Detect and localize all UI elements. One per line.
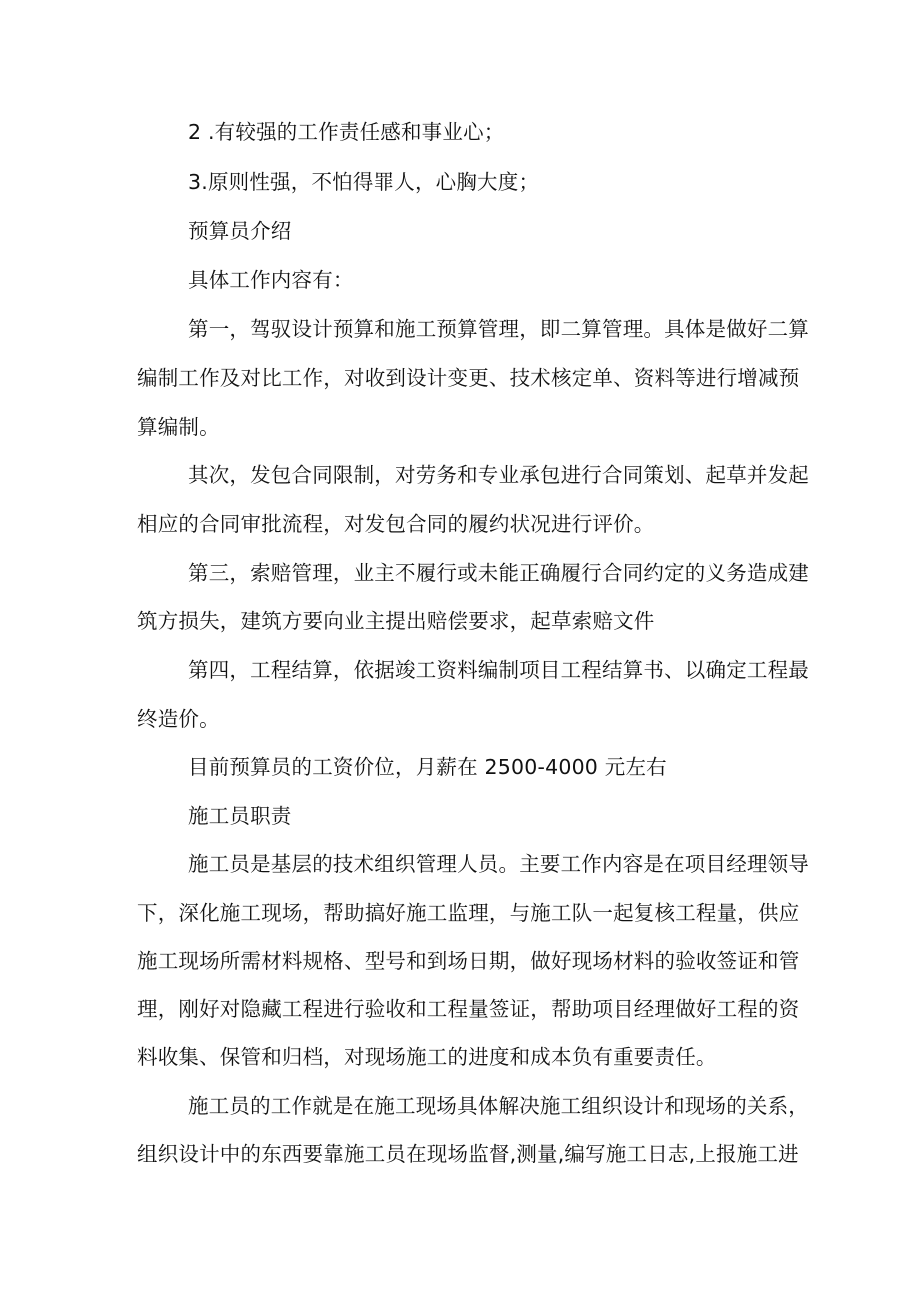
text-line-4: 具体工作内容有： bbox=[188, 268, 354, 292]
section-heading-construction-clerk: 施工员职责 bbox=[188, 804, 292, 828]
text-line-11: 筑方损失，建筑方要向业主提出赔偿要求，起草索赔文件 bbox=[137, 609, 655, 633]
text-line-19: 理，刚好对隐藏工程进行验收和工程量签证，帮助项目经理做好工程的资 bbox=[137, 997, 800, 1021]
text-line-20: 料收集、保管和归档，对现场施工的进度和成本负有重要责任。 bbox=[137, 1045, 717, 1069]
text-line-1: 2 .有较强的工作责任感和事业心； bbox=[188, 120, 505, 144]
text-line-9: 相应的合同审批流程，对发包合同的履约状况进行评价。 bbox=[137, 512, 655, 536]
text-line-8: 其次，发包合同限制，对劳务和专业承包进行合同策划、起草并发起 bbox=[188, 463, 809, 487]
text-line-14: 目前预算员的工资价位，月薪在 2500-4000 元左右 bbox=[188, 755, 667, 779]
text-line-12: 第四，工程结算，依据竣工资料编制项目工程结算书、以确定工程最 bbox=[188, 658, 809, 682]
text-line-6: 编制工作及对比工作，对收到设计变更、技术核定单、资料等进行增减预 bbox=[137, 366, 800, 390]
text-line-2: 3.原则性强，不怕得罪人，心胸大度； bbox=[188, 170, 540, 194]
text-line-13: 终造价。 bbox=[137, 707, 220, 731]
text-line-16: 施工员是基层的技术组织管理人员。主要工作内容是在项目经理领导 bbox=[188, 852, 809, 876]
text-line-17: 下，深化施工现场，帮助搞好施工监理，与施工队一起复核工程量，供应 bbox=[137, 901, 800, 925]
text-line-21: 施工员的工作就是在施工现场具体解决施工组织设计和现场的关系， bbox=[188, 1094, 809, 1118]
section-heading-budget-clerk: 预算员介绍 bbox=[188, 219, 292, 243]
text-line-5: 第一，驾驭设计预算和施工预算管理，即二算管理。具体是做好二算 bbox=[188, 317, 809, 341]
text-line-7: 算编制。 bbox=[137, 415, 220, 439]
text-line-18: 施工现场所需材料规格、型号和到场日期，做好现场材料的验收签证和管 bbox=[137, 949, 800, 973]
text-line-10: 第三，索赔管理，业主不履行或未能正确履行合同约定的义务造成建 bbox=[188, 561, 809, 585]
text-line-22: 组织设计中的东西要靠施工员在现场监督,测量,编写施工日志,上报施工进 bbox=[137, 1142, 799, 1166]
